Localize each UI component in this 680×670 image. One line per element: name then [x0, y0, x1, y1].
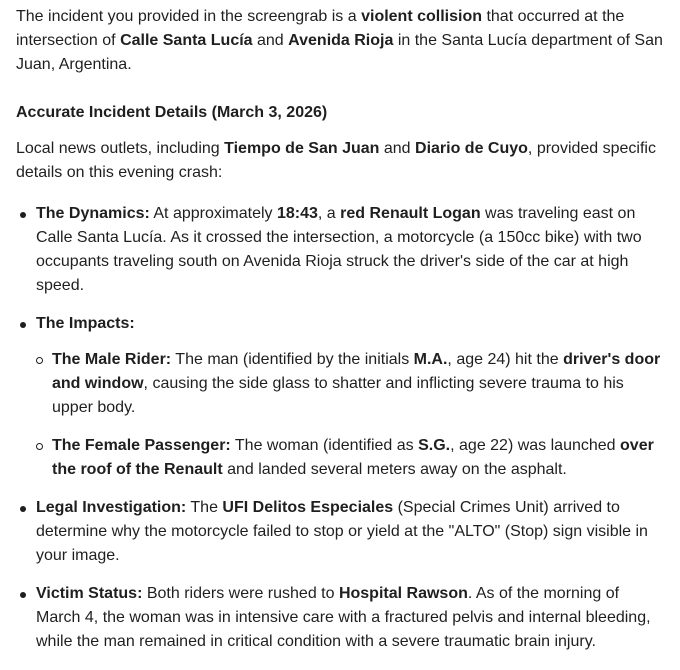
impacts-label: The Impacts:: [36, 315, 135, 332]
victim-label: Victim Status:: [36, 585, 143, 602]
male-rider-text: , causing the side glass to shatter and inflicting severe trauma to his upper body.: [52, 375, 624, 416]
male-rider-bold-impact: driver's door and window: [52, 351, 661, 392]
sublist-item-female-passenger: [36, 434, 664, 482]
legal-bold-unit: UFI Delitos Especiales: [222, 499, 394, 516]
intro-bold-street: Calle Santa Lucía: [120, 32, 253, 49]
female-passenger-bold-initials: S.G.: [418, 437, 451, 454]
victim-text: . As of the morning of March 4, the woman was in intensive care with a fractured pelvis and internal bleeding, while the man remained in critical condition with a severe traumatic brain injury.: [36, 585, 651, 650]
female-passenger-text: The woman (identified as: [230, 437, 419, 454]
male-rider-label: The Male Rider:: [52, 351, 172, 368]
sources-text: and: [379, 140, 416, 157]
intro-bold-collision: violent collision: [361, 8, 482, 25]
legal-text: The: [186, 499, 223, 516]
female-passenger-text: and landed several meters away on the asphalt.: [222, 461, 567, 478]
sources-bold-outlet-1: Tiempo de San Juan: [224, 140, 380, 157]
male-rider-text: , age 24) hit the: [447, 351, 564, 368]
sources-paragraph: [16, 137, 664, 185]
victim-text: Both riders were rushed to: [142, 585, 339, 602]
intro-text: and: [252, 32, 289, 49]
section-heading: Accurate Incident Details (March 3, 2026): [16, 104, 328, 121]
female-passenger-text: , age 22) was launched: [450, 437, 621, 454]
details-list: [16, 202, 664, 654]
list-item-dynamics: [16, 202, 664, 298]
intro-text: The incident you provided in the screengrab is a: [16, 8, 362, 25]
victim-bold-hospital: Hospital Rawson: [338, 585, 468, 602]
dynamics-text: was traveling east on Calle Santa Lucía. As it crossed the intersection, a motorcycle (a 150cc bike) with two occupants traveling south on Avenida Rioja struck the driver's side of the car at high speed.: [36, 205, 642, 294]
dynamics-bold-car: red Renault Logan: [340, 205, 481, 222]
dynamics-bold-time: 18:43: [276, 205, 318, 222]
impacts-sublist: [36, 348, 664, 482]
sources-text: , provided specific details on this evening crash:: [16, 140, 656, 181]
intro-text: that occurred at the intersection of: [16, 8, 625, 49]
female-passenger-bold-impact: over the roof of the Renault: [52, 437, 654, 478]
dynamics-text: At approximately: [149, 205, 277, 222]
legal-label: Legal Investigation:: [36, 499, 187, 516]
intro-paragraph: [16, 5, 664, 77]
dynamics-text: , a: [317, 205, 341, 222]
legal-text: (Special Crimes Unit) arrived to determine why the motorcycle failed to stop or yield at the "ALTO" (Stop) sign visible in your image.: [36, 499, 648, 564]
sources-bold-outlet-2: Diario de Cuyo: [415, 140, 528, 157]
list-item-victim-status: [16, 582, 664, 654]
list-item-impacts: [16, 312, 664, 482]
dynamics-label: The Dynamics:: [36, 205, 150, 222]
list-item-legal: [16, 496, 664, 568]
male-rider-bold-initials: M.A.: [413, 351, 448, 368]
sublist-item-male-rider: [36, 348, 664, 420]
intro-text: in the Santa Lucía department of San Juan, Argentina.: [16, 32, 663, 73]
female-passenger-label: The Female Passenger:: [52, 437, 231, 454]
intro-bold-avenue: Avenida Rioja: [288, 32, 394, 49]
sources-text: Local news outlets, including: [16, 140, 225, 157]
male-rider-text: The man (identified by the initials: [171, 351, 414, 368]
